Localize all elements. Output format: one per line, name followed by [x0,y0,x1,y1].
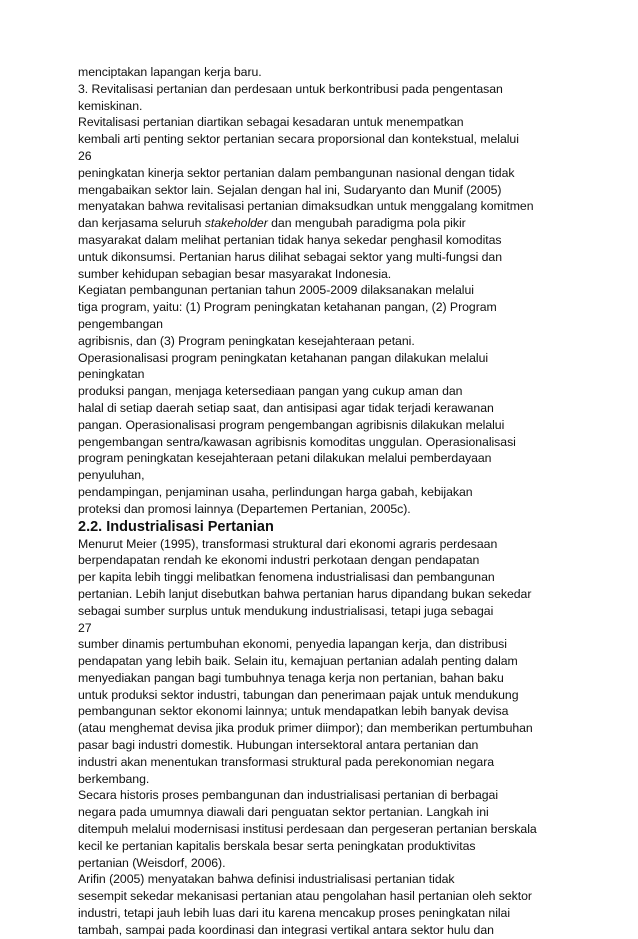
text-line: Menurut Meier (1995), transformasi struktural dari ekonomi agraris perdesaan [78,536,498,551]
text-line: pasar bagi industri domestik. Hubungan intersektoral antara pertanian dan [78,738,479,753]
text-line: penyuluhan, [78,468,145,483]
text-line: masyarakat dalam melihat pertanian tidak hanya sekedar penghasil komoditas [78,232,502,247]
text-line: berkembang. [78,771,150,786]
text-line: kecil ke pertanian kapitalis berskala besar serta peningkatan produktivitas [78,838,476,853]
text-line: menciptakan lapangan kerja baru. [78,65,262,79]
text-line: menyatakan bahwa revitalisasi pertanian dimaksudkan untuk menggalang komitmen [78,199,534,214]
text-line: pertanian (Weisdorf, 2006). [78,855,226,870]
text-line: halal di setiap daerah setiap saat, dan antisipasi agar tidak terjadi kerawanan [78,400,494,415]
text-line: pembangunan sektor ekonomi lainnya; untuk mendapatkan lebih banyak devisa [78,704,509,719]
text-line: pangan. Operasionalisasi program pengembangan agribisnis dilakukan melalui [78,417,505,432]
text-line: sebagai sumber surplus untuk mendukung industrialisasi, tetapi juga sebagai [78,603,494,618]
text-line: kemiskinan. [78,98,143,113]
text-line: untuk dikonsumsi. Pertanian harus dilihat sebagai sektor yang multi-fungsi dan [78,249,503,264]
text-line: sumber dinamis pertumbuhan ekonomi, penyedia lapangan kerja, dan distribusi [78,637,507,652]
text-line: pendapatan yang lebih baik. Selain itu, kemajuan pertanian adalah penting dalam [78,654,518,669]
text-line: agribisnis, dan (3) Program peningkatan kesejahteraan petani. [78,333,415,348]
text-line: Operasionalisasi program peningkatan ketahanan pangan dilakukan melalui [78,350,489,365]
text-line: untuk produksi sektor industri, tabungan dan penerimaan pajak untuk mendukung [78,687,519,702]
text-line: pengembangan [78,316,163,331]
text-line: mengabaikan sektor lain. Sejalan dengan hal ini, Sudaryanto dan Munif (2005) [78,182,502,197]
section-heading: 2.2. Industrialisasi Pertanian [78,518,274,535]
text-line: program peningkatan kesejahteraan petani dilakukan melalui pemberdayaan [78,451,492,466]
text-line: negara pada umumnya diawali dari penguatan sektor pertanian. Langkah ini [78,805,489,820]
paragraph-group-program [78,232,558,518]
text-line: ditempuh melalui modernisasi institusi perdesaan dan pergeseran pertanian berskala [78,822,537,837]
text-line: per kapita lebih tinggi melibatkan fenomena industrialisasi dan pembangunan [78,570,495,585]
text-segment: dan mengubah paradigma pola pikir [267,216,466,231]
text-line: 26 [78,148,92,163]
text-line: 27 [78,620,92,635]
text-line: Secara historis proses pembangunan dan industrialisasi pertanian di berbagai [78,788,499,803]
text-line: Kegiatan pembangunan pertanian tahun 2005-2009 dilaksanakan melalui [78,283,474,298]
text-line: 3. Revitalisasi pertanian dan perdesaan untuk berkontribusi pada pengentasan [78,81,503,96]
text-line: sumber kehidupan sebagian besar masyarakat Indonesia. [78,266,392,281]
text-segment: dan kerjasama seluruh [78,216,205,231]
text-line: pendampingan, penjaminan usaha, perlindungan harga gabah, kebijakan [78,484,473,499]
paragraph-group-industrialisasi [78,536,558,939]
text-line: peningkatan [78,367,145,382]
text-line: kembali arti penting sektor pertanian secara proporsional dan kontekstual, melalui [78,132,519,147]
text-line: industri akan menentukan transformasi struktural pada perekonomian negara [78,754,495,769]
text-line: pengembangan sentra/kawasan agribisnis komoditas unggulan. Operasionalisasi [78,434,516,449]
text-line: Arifin (2005) menyatakan bahwa definisi industrialisasi pertanian tidak [78,872,455,887]
text-line: tambah, sampai pada koordinasi dan integrasi vertikal antara sektor hulu dan [78,922,494,937]
text-line: pertanian. Lebih lanjut disebutkan bahwa pertanian harus dipandang bukan sekedar [78,586,532,601]
text-line: (atau menghemat devisa jika produk primer diimpor); dan memberikan pertumbuhan [78,721,533,736]
text-line: proteksi dan promosi lainnya (Departemen Pertanian, 2005c). [78,501,411,516]
text-line: peningkatan kinerja sektor pertanian dalam pembangunan nasional dengan tidak [78,165,515,180]
text-line: menyediakan pangan bagi tumbuhnya tenaga kerja non pertanian, bahan baku [78,670,504,685]
text-line: industri, tetapi jauh lebih luas dari itu karena mencakup proses peningkatan nilai [78,906,511,921]
text-line: sesempit sekedar mekanisasi pertanian atau pengolahan hasil pertanian oleh sektor [78,889,532,904]
text-line-stakeholder [78,215,558,232]
text-line: produksi pangan, menjaga ketersediaan pangan yang cukup aman dan [78,384,463,399]
text-line: berpendapatan rendah ke ekonomi industri perkotaan dengan pendapatan [78,553,480,568]
text-line: Revitalisasi pertanian diartikan sebagai kesadaran untuk menempatkan [78,115,464,130]
body-text [78,64,558,939]
italic-term: stakeholder [204,216,268,231]
text-line: tiga program, yaitu: (1) Program peningkatan ketahanan pangan, (2) Program [78,300,497,315]
paragraph-group-revitalisasi [78,64,558,215]
